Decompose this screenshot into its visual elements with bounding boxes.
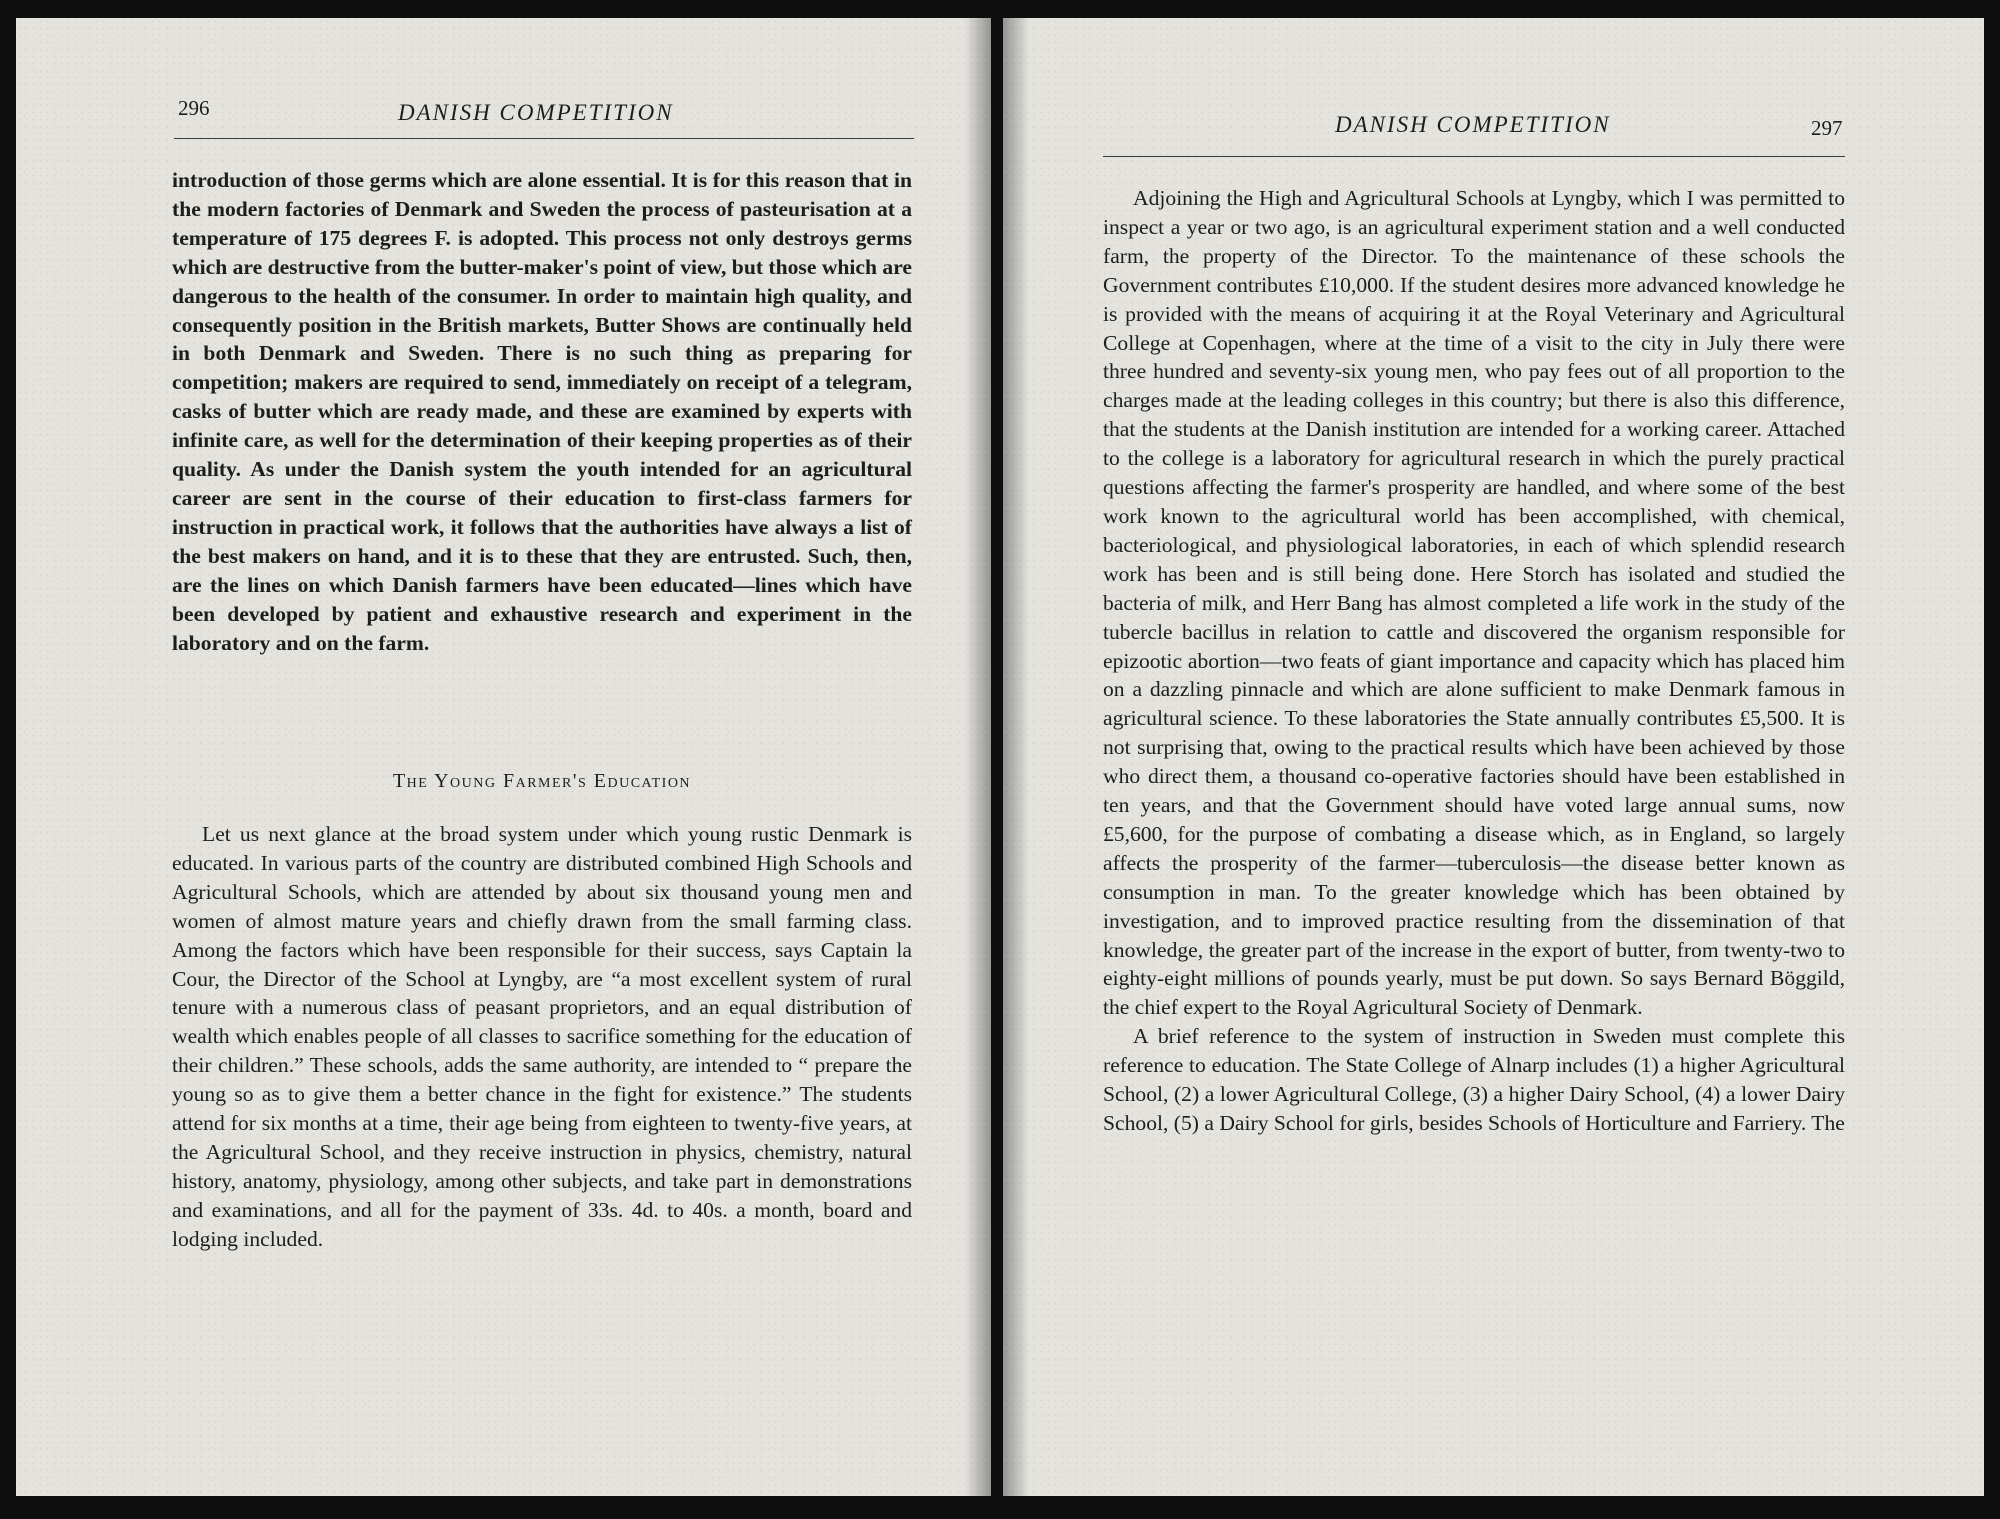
- page-number: 296: [178, 96, 210, 120]
- paragraph-text: A brief reference to the system of instruction in Sweden must complete this reference to education. The State College of Alnarp includes (1) a higher Agricultural School, (2) a lower Agricultural College, (3) a higher Dairy School, (4) a lower Dairy School, (5) a Dairy School for girls, besides Schools of Horticulture and Farriery. The: [1103, 1024, 1845, 1135]
- page-number: 297: [1811, 116, 1843, 140]
- paragraph-text: introduction of those germs which are alone essential. It is for this reason that in the modern factories of Denmark and Sweden the process of pasteurisation at a temperature of 175 degrees F. is adopted. This process not only destroys germs which are destructive from the butter-maker's point of view, but those which are dangerous to the health of the consumer. In order to maintain high quality, and consequently position in the British markets, Butter Shows are continually held in both Denmark and Sweden. There is no such thing as preparing for competition; makers are required to send, immediately on receipt of a telegram, casks of butter which are ready made, and these are examined by experts with infinite care, as well for the determination of their keeping properties as of their quality. As under the Danish system the youth intended for an agricultural career are sent in the course of their education to first-class farmers for instruction in practical work, it follows that the authorities have always a list of the best makers on hand, and it is to these that they are entrusted. Such, then, are the lines on which Danish farmers have been educated—lines which have been developed by patient and exhaustive research and experiment in the laboratory and on the farm.: [172, 168, 912, 655]
- right-gutter-shadow: [1003, 18, 1029, 1496]
- paragraph-text: Adjoining the High and Agricultural Schools at Lyngby, which I was permitted to inspect a year or two ago, is an agricultural experiment station and a well conducted farm, the property of the Director. To the maintenance of these schools the Government contributes £10,000. If the student desires more advanced knowledge he is provided with the means of acquiring it at the Royal Veterinary and Agricultural College at Copenhagen, where at the time of a visit to the city in July there were three hundred and seventy-six young men, who pay fees out of all proportion to the charges made at the leading colleges in this country; but there is also this difference, that the students at the Danish institution are intended for a working career. Attached to the college is a laboratory for agricultural research in which the purely practical questions affecting the farmer's prosperity are handled, and where some of the best work known to the agricultural world has been accomplished, with chemical, bacteriological, and physiological laboratories, in each of which splendid research work has been and is still being done. Here Storch has isolated and studied the bacteria of milk, and Herr Bang has almost completed a life work in the study of the tubercle bacillus in relation to cattle and discovered the organism responsible for epizootic abortion—two feats of giant importance and capacity which has placed him on a dazzling pinnacle and which are alone sufficient to make Denmark famous in agricultural science. To these laboratories the State annually contributes £5,500. It is not surprising that, owing to the practical results which have been achieved by those who direct them, a thousand co-operative factories should have been established in ten years, and that the Government should have voted large annual sums, now £5,600, for the purpose of combating a disease which, as in England, so largely affects the prosperity of the farmer—tuberculosis—the disease better known as consumption in man. To the greater knowledge which has been obtained by investigation, and to improved practice resulting from the dissemination of that knowledge, the greater part of the increase in the export of butter, from twenty-two to eighty-eight millions of pounds yearly, must be put down. So says Bernard Böggild, the chief expert to the Royal Agricultural Society of Denmark.: [1103, 186, 1845, 1020]
- left-gutter-shadow: [965, 18, 991, 1496]
- left-page: [16, 18, 991, 1496]
- running-title: DANISH COMPETITION: [398, 100, 674, 125]
- section-heading: The Young Farmer's Education: [392, 770, 692, 792]
- right-page: [1003, 18, 1984, 1496]
- header-rule: [1103, 156, 1845, 157]
- body-paragraph: [172, 820, 912, 1254]
- header-rule: [174, 138, 914, 139]
- body-paragraph: [172, 166, 912, 657]
- paragraph-text: Let us next glance at the broad system under which young rustic Denmark is educated. In various parts of the country are distributed combined High Schools and Agricultural Schools, which are attended by about six thousand young men and women of almost mature years and chiefly drawn from the small farming class. Among the factors which have been responsible for their success, says Captain la Cour, the Director of the School at Lyngby, are “a most excellent system of rural tenure with a numerous class of peasant proprietors, and an equal distribution of wealth which enables people of all classes to sacrifice something for the education of their children.” These schools, adds the same authority, are intended to “ prepare the young so as to give them a better chance in the fight for existence.” The students attend for six months at a time, their age being from eighteen to twenty-five years, at the Agricultural School, and they receive instruction in physics, chemistry, natural history, anatomy, physiology, among other subjects, and take part in demonstrations and examinations, and all for the payment of 33s. 4d. to 40s. a month, board and lodging included.: [172, 822, 912, 1251]
- body-paragraph: [1103, 184, 1845, 1138]
- running-title: DANISH COMPETITION: [1335, 112, 1611, 137]
